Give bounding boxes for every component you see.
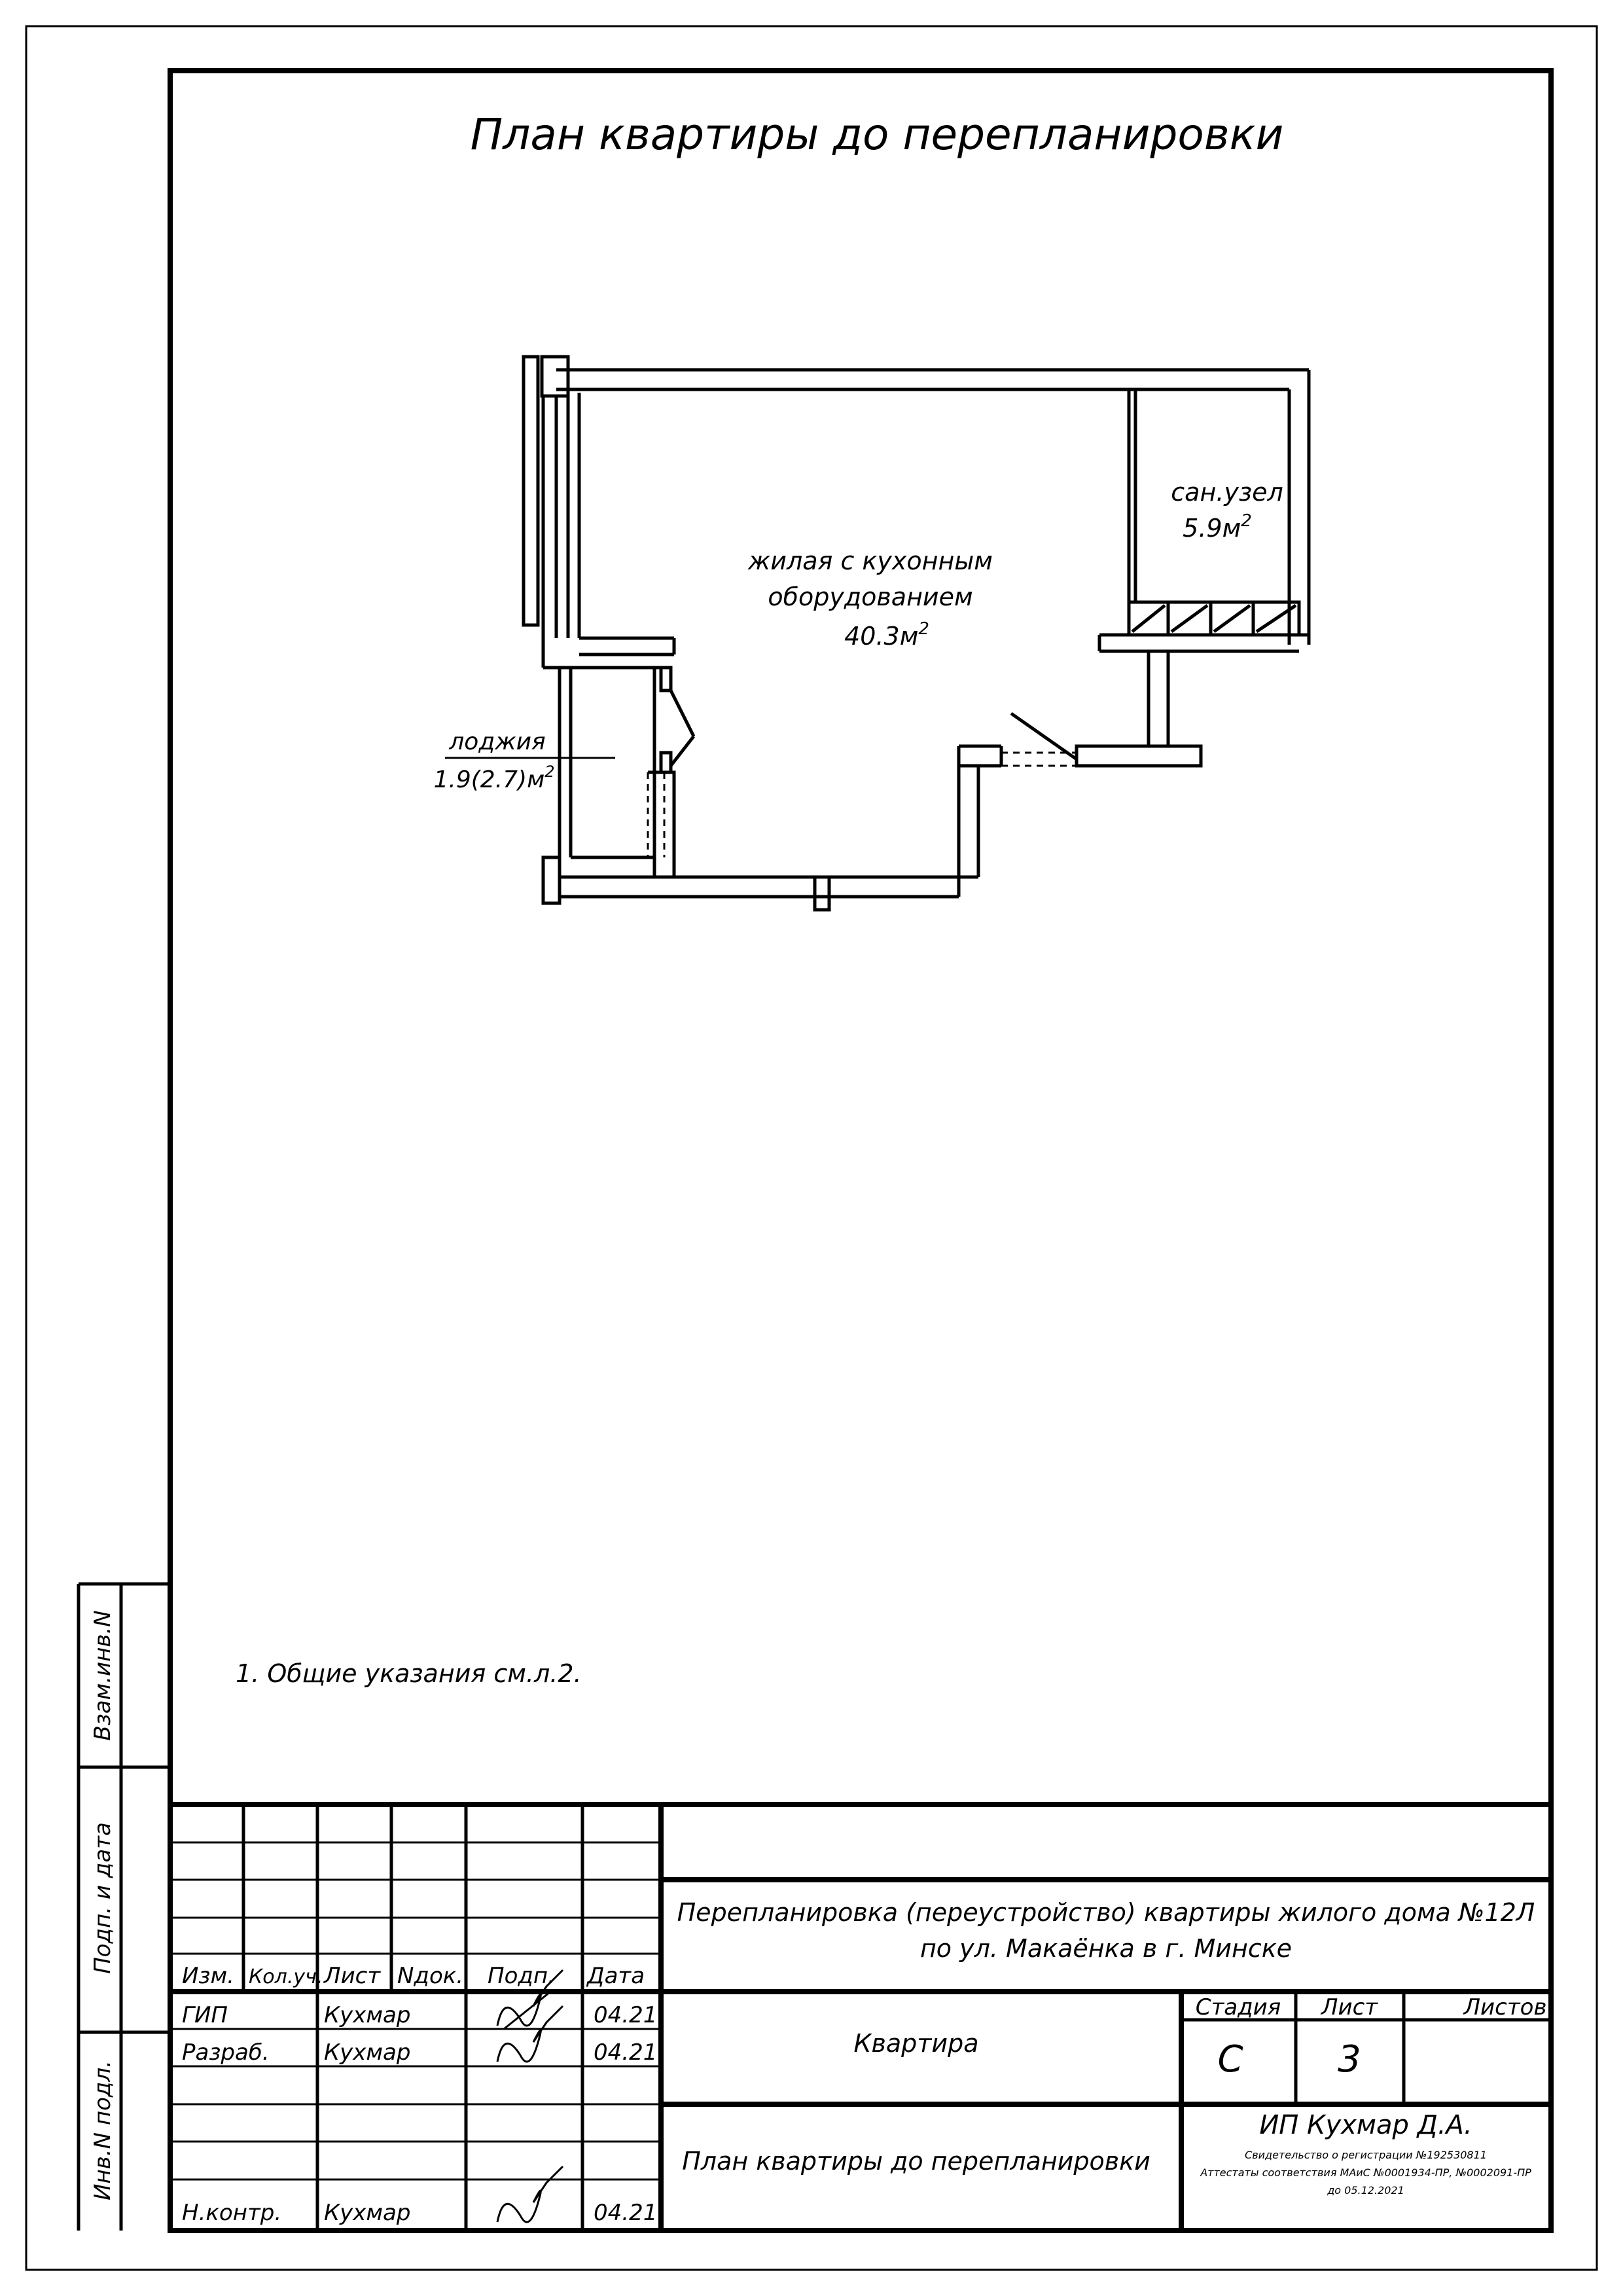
tb-object: Квартира: [853, 2029, 979, 2058]
signature-nkontr: [497, 2166, 563, 2222]
bathroom-partition: [1129, 389, 1135, 602]
loggia-label: лоджия: [449, 728, 546, 755]
tb-sheets-label: Листов: [1463, 1994, 1547, 2020]
tb-project-line1: Перепланировка (переустройство) квартиры жилого дома №12Л: [677, 1898, 1535, 1927]
tb-date-razrab: 04.21: [594, 2039, 658, 2066]
living-room-label-line1: жилая с кухонным: [748, 547, 993, 575]
bathroom-area: $5.9м^2$: [1183, 511, 1252, 543]
living-room-area: $40.3м^2$: [844, 619, 929, 651]
bathroom-label: сан.узел: [1171, 478, 1283, 507]
tb-role-gip: ГИП: [182, 2002, 228, 2028]
tb-company: ИП Кухмар Д.А.: [1259, 2110, 1472, 2140]
column-entrance: [959, 651, 1201, 897]
tb-name-nkontr: Кухмар: [324, 2200, 411, 2226]
tb-stage-label: Стадия: [1195, 1994, 1281, 2020]
side-stamp-vzam: Взам.инв.N: [90, 1610, 116, 1741]
tb-cert2: Аттестаты соответствия МАиС №0001934-ПР, №0002091-ПР: [1200, 2166, 1531, 2179]
drawing-title: План квартиры до перепланировки: [470, 109, 1284, 160]
side-stamp-podp: Подп. и дата: [90, 1822, 116, 1974]
vent-shaft: [1099, 602, 1309, 651]
tb-project-line2: по ул. Макаёнка в г. Минске: [919, 1934, 1293, 1963]
signature-razrab: [497, 2006, 563, 2062]
tb-sheet-label: Лист: [1321, 1994, 1378, 2020]
outer-border: [26, 26, 1597, 2270]
tb-header-ndok: Nдок.: [397, 1963, 464, 1989]
tb-role-razrab: Разраб.: [182, 2039, 270, 2066]
tb-cert3: до 05.12.2021: [1327, 2184, 1404, 2197]
tb-sheet-no: 3: [1338, 2038, 1361, 2081]
side-stamp-inv: Инв.N подл.: [90, 2060, 116, 2200]
wall-bottom: [543, 857, 978, 910]
tb-sheet-title: План квартиры до перепланировки: [682, 2147, 1150, 2176]
general-note: 1. Общие указания см.л.2.: [236, 1659, 582, 1688]
wall-left-window: [524, 357, 674, 668]
tb-header-data: Дата: [587, 1963, 645, 1989]
tb-stage-value: С: [1217, 2038, 1243, 2081]
living-room-label-line2: оборудованием: [768, 583, 973, 611]
tb-header-podp: Подп.: [488, 1963, 555, 1989]
tb-name-gip: Кухмар: [324, 2002, 411, 2028]
tb-date-nkontr: 04.21: [594, 2200, 658, 2226]
tb-name-razrab: Кухмар: [324, 2039, 411, 2066]
loggia-area: $1.9(2.7)м^2$: [433, 762, 555, 793]
tb-date-gip: 04.21: [594, 2002, 658, 2028]
tb-header-koluch: Кол.уч.: [249, 1965, 323, 1988]
tb-cert1: Свидетельство о регистрации №192530811: [1245, 2149, 1487, 2161]
tb-role-nkontr: Н.контр.: [182, 2200, 282, 2226]
loggia-walls: [560, 668, 694, 877]
tb-header-list: Лист: [324, 1963, 381, 1989]
tb-header-izm: Изм.: [182, 1963, 234, 1989]
